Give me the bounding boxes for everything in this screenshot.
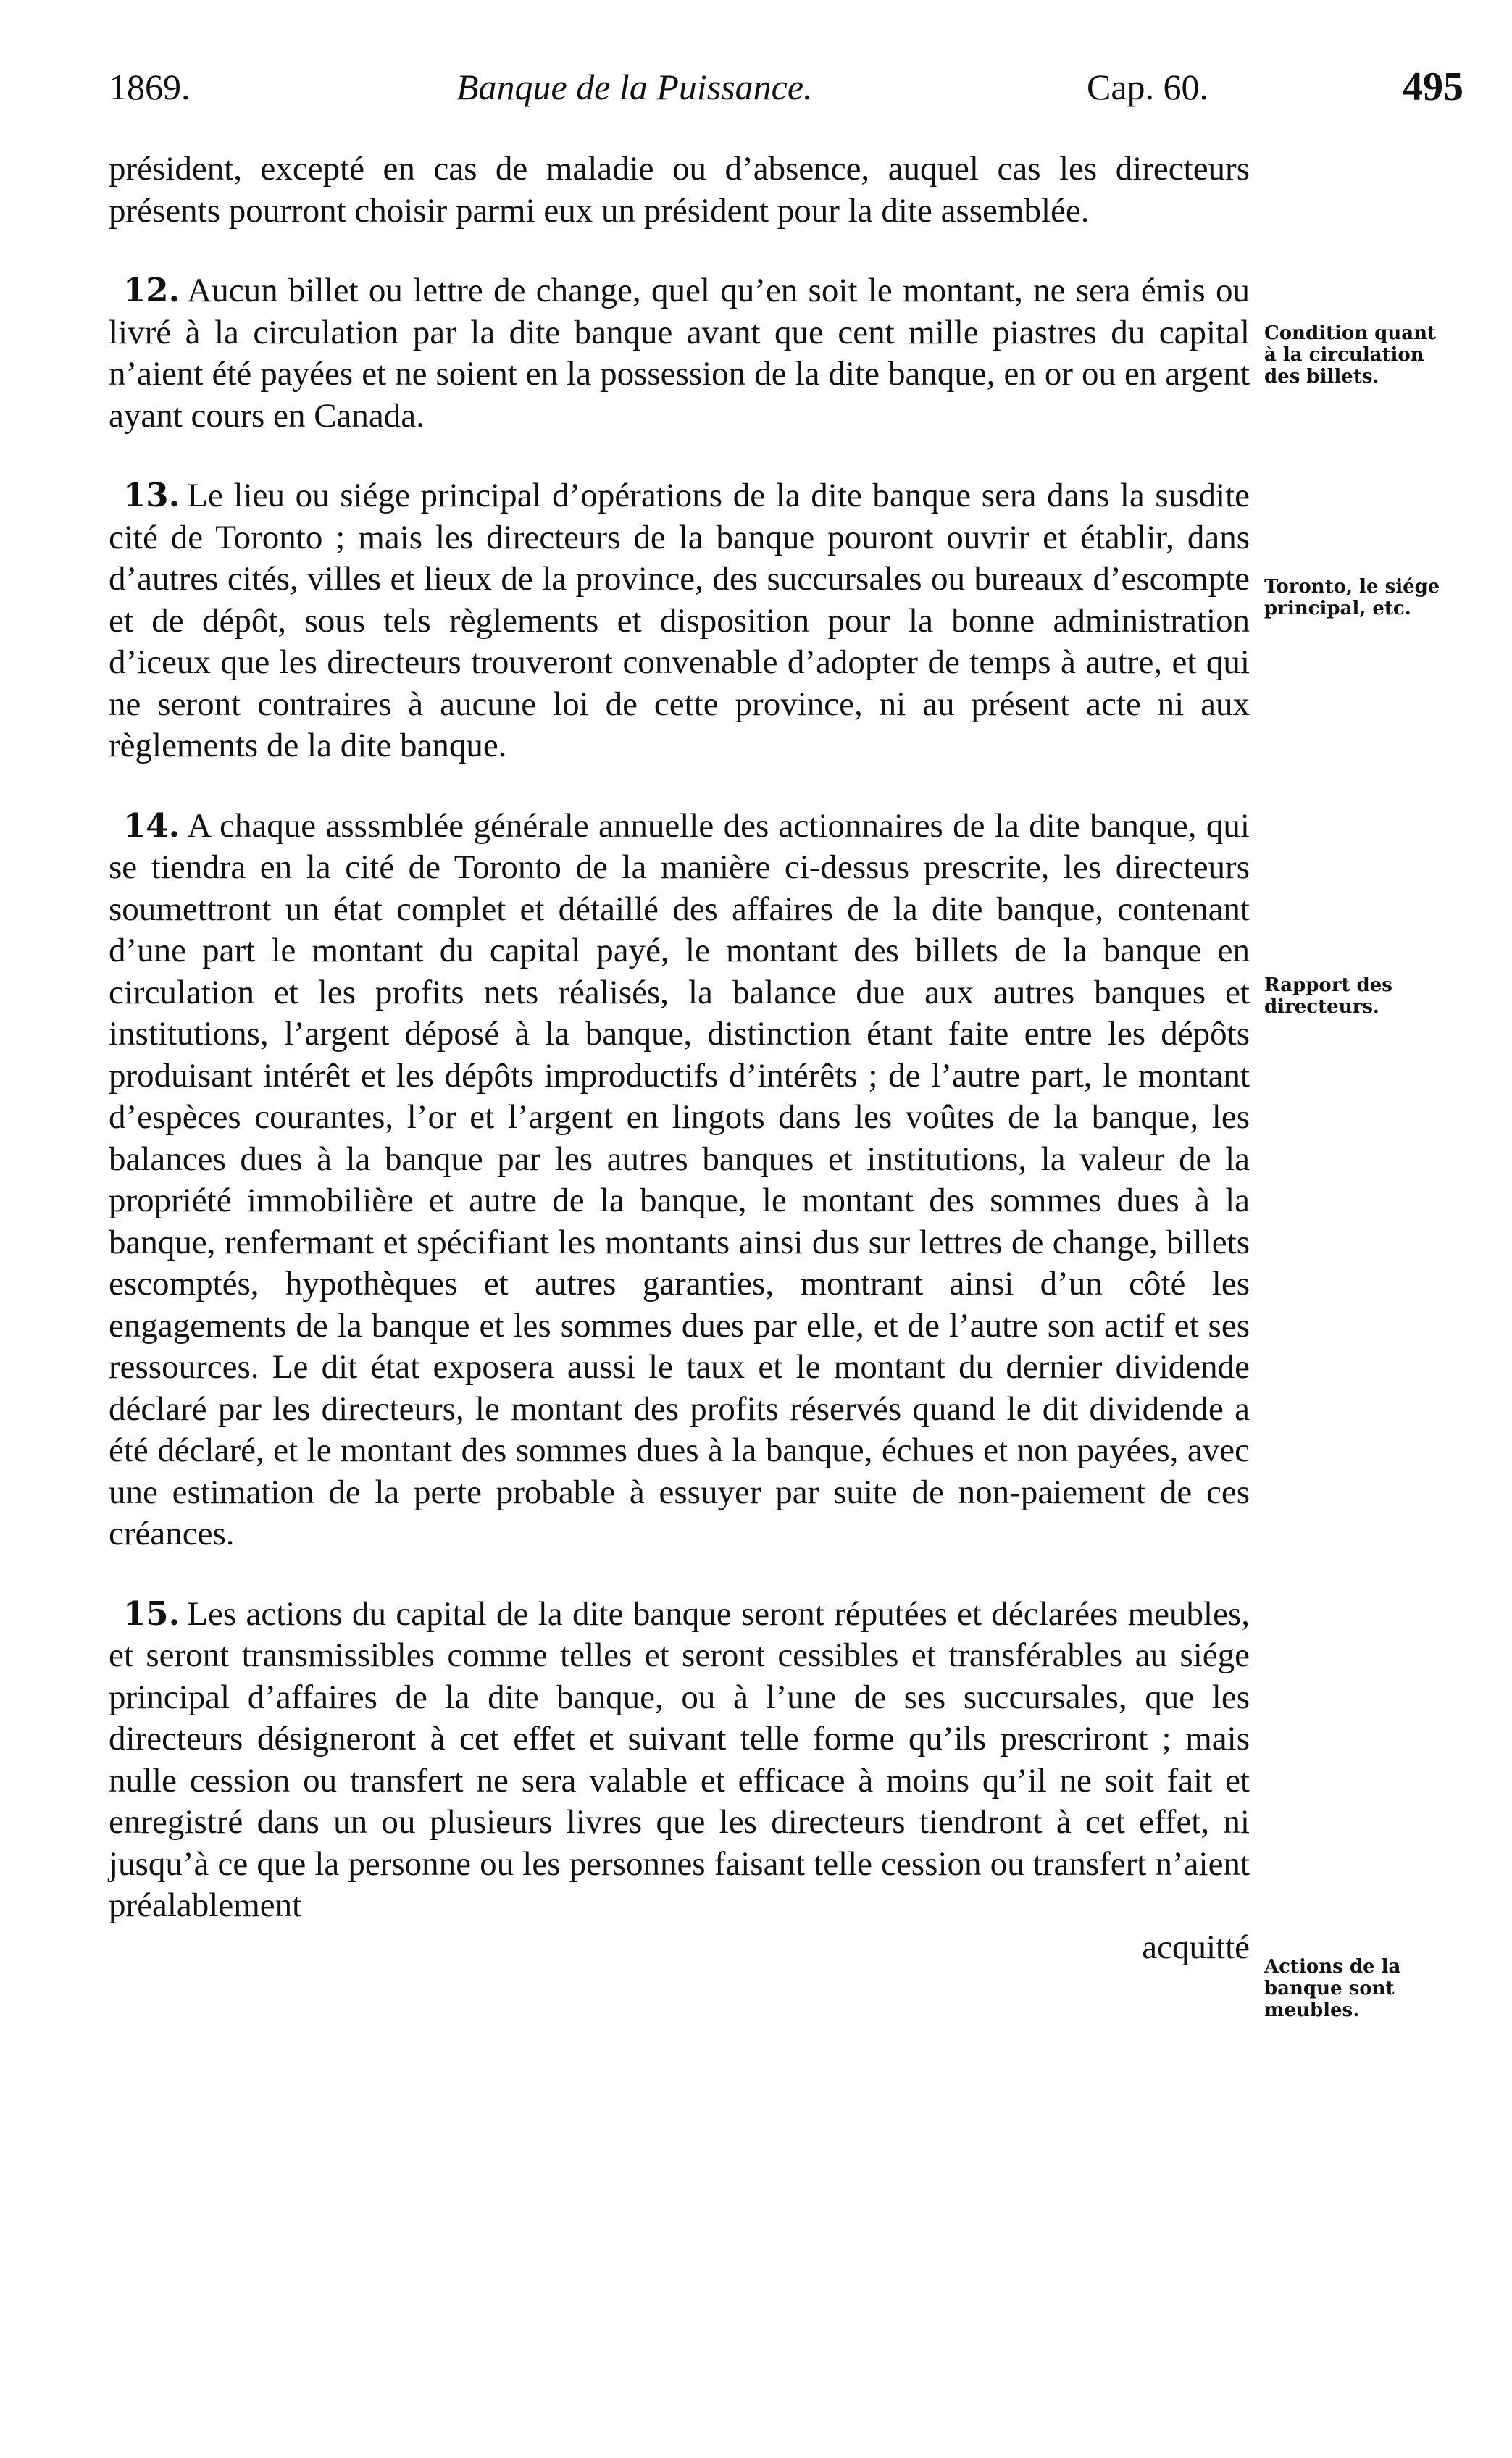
catchword: acquitté (1142, 1928, 1250, 1966)
section-14 (109, 805, 1250, 1555)
margin-note-section-14: Rapport des directeurs. (1264, 974, 1392, 1018)
section-15-paragraph (109, 1593, 1250, 1927)
section-13-text: Le lieu ou siége principal d’opérations de la dite banque sera dans la susdite cité de Toronto ; mais les directeurs de la banque pouront ouvrir et établir, dans d’autres cités, villes et lieux de la province, des succursales ou bureaux d’escompte et de dépôt, sous tels règlements et disposition pour la bonne administration d’iceux que les directeurs trouveront convenable d’adopter de temps à autre, et qui ne seront contraires à aucune loi de cette province, ni au présent acte ni aux règlements de la dite banque. (109, 477, 1250, 764)
section-15 (109, 1593, 1250, 1927)
header-chapter: Cap. 60. (1087, 67, 1209, 107)
section-12 (109, 269, 1250, 437)
header-year: 1869. (109, 67, 191, 107)
header-title: Banque de la Puissance. (456, 67, 813, 107)
opening-paragraph: président, excepté en cas de maladie ou d’absence, auquel cas les directeurs présents pourront choisir parmi eux un président pour la dite assemblée. (109, 150, 1250, 230)
margin-note-section-12: Condition quant à la circulation des billets. (1264, 322, 1437, 388)
section-12-text: Aucun billet ou lettre de change, quel qu’en soit le montant, ne sera émis ou livré à la circulation par la dite banque avant que cent mille piastres du capital n’aient été payées et ne soient en la possession de la dite banque, en or ou en argent ayant cours en Canada. (109, 272, 1250, 435)
section-13 (109, 475, 1250, 767)
main-text-column (109, 149, 1250, 1968)
section-13-paragraph (109, 475, 1250, 767)
section-13-number: 13. (123, 476, 180, 514)
section-14-text: A chaque asssmblée générale annuelle des actionnaires de la dite banque, qui se tiendra en la cité de Toronto de la manière ci-dessus prescrite, les directeurs soumettront un état complet et détaillé des affaires de la dite banque, contenant d’une part le montant du capital payé, le montant des billets de la banque en circulation et les profits nets réalisés, la balance due aux autres banques et institutions, l’argent déposé à la banque, distinction étant faite entre les dépôts produisant intérêt et les dépôts improductifs d’intérêts ; de l’autre part, le montant d’espèces courantes, l’or et l’argent en lingots dans les voûtes de la banque, les balances dues à la banque par les autres banques et institutions, la valeur de la propriété immobilière et autre de la banque, le montant des sommes dues à la banque, renfermant et spécifiant les montants ainsi dus sur lettres de change, billets escomptés, hypothèques et autres garanties, montrant ainsi d’un côté les engagements de la banque et les sommes dues par elle, et de l’autre son actif et ses ressources. Le dit état exposera aussi le taux et le montant du dernier dividende déclaré par les directeurs, le montant des profits réservés quand le dit dividende a été déclaré, et le montant des sommes dues à la banque, échues et non payées, avec une estimation de la perte probable à essuyer par suite de non-paiement de ces créances. (109, 806, 1250, 1552)
margin-note-section-13: Toronto, le siége principal, etc. (1264, 576, 1440, 619)
running-header (109, 58, 1463, 116)
section-14-number: 14. (123, 806, 180, 845)
margin-note-section-15: Actions de la banque sont meubles. (1264, 1956, 1401, 2021)
section-15-number: 15. (123, 1594, 180, 1633)
section-14-paragraph (109, 805, 1250, 1555)
section-15-text: Les actions du capital de la dite banque seront réputées et déclarées meubles, et seront transmissibles comme telles et seront cessibles et transférables au siége principal d’affaires de la dite banque, ou à l’une de ses succursales, que les directeurs désigneront à cet effet et suivant telle forme qu’ils prescriront ; mais nulle cession ou transfert ne sera valable et efficace à moins qu’il ne soit fait et enregistré dans un ou plusieurs livres que les directeurs tiendront à cet effet, ni jusqu’à ce que la personne ou les personnes faisant telle cession ou transfert n’aient préalablement (109, 1594, 1250, 1924)
section-12-paragraph (109, 269, 1250, 437)
section-12-number: 12. (123, 271, 180, 309)
page-number: 495 (1403, 64, 1463, 109)
